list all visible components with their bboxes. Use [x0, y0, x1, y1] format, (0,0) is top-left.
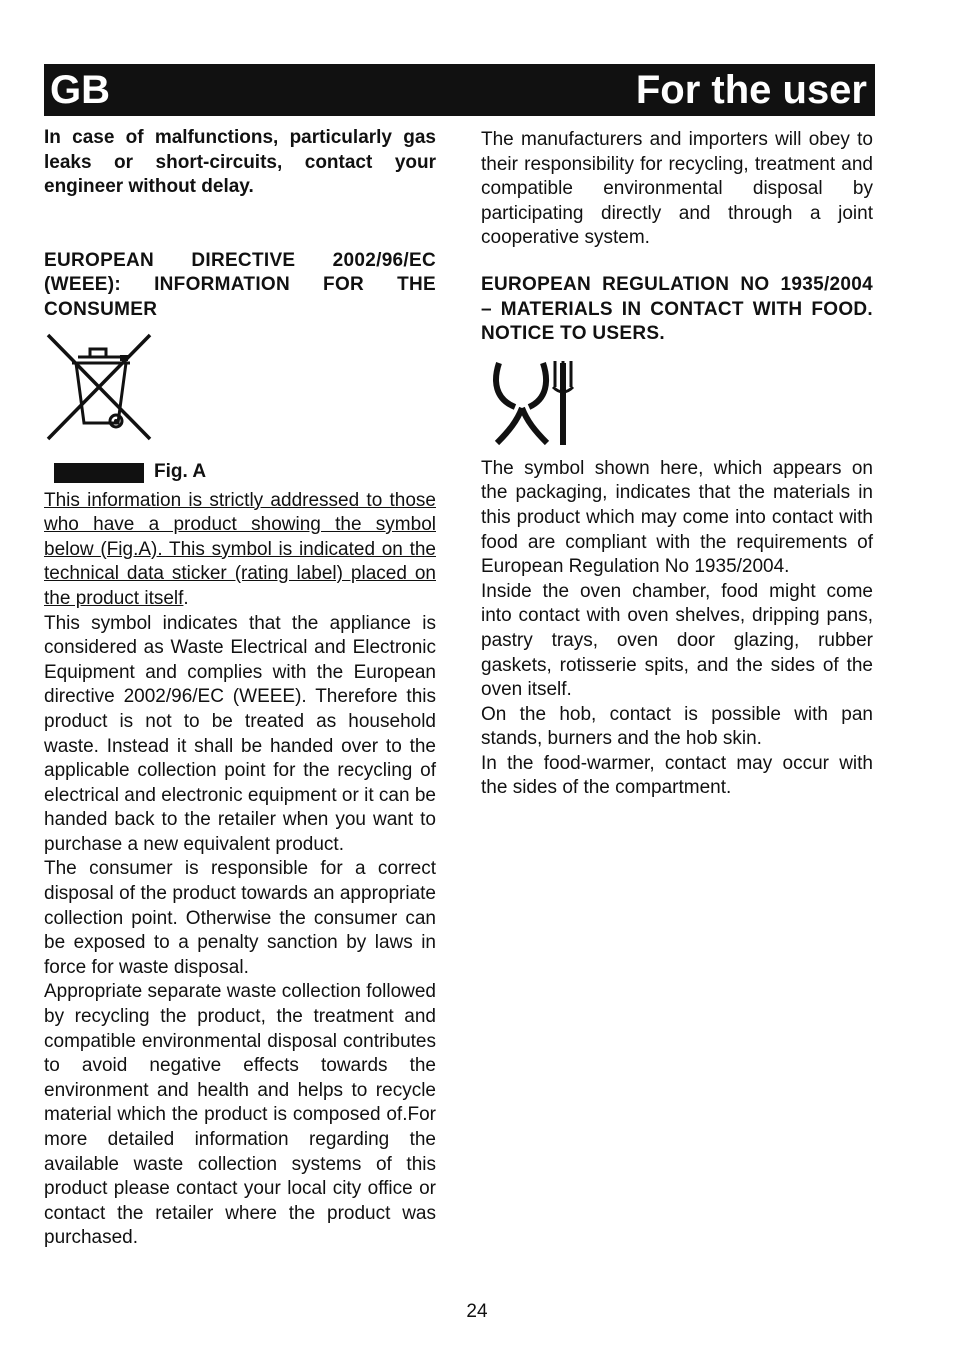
language-code: GB [50, 68, 110, 112]
figure-caption-row [44, 461, 436, 485]
page-number: 24 [466, 1301, 488, 1322]
weee-paragraph-2: The consumer is responsible for a correct disposal of the product towards an appropriate collection point. Otherwise the consumer can be exposed to a penalty sanction by laws in force for waste disposal. [44, 858, 436, 978]
figure-marker-bar [54, 463, 144, 483]
right-column [481, 126, 873, 801]
glass-and-fork-icon [485, 359, 577, 449]
food-warmer-paragraph: In the food-warmer, contact may occur with the sides of the compartment. [481, 752, 873, 799]
malfunction-warning: In case of malfunctions, particularly gas leaks or short-circuits, contact your engineer without delay. [44, 127, 436, 198]
figure-label: Fig. A [154, 461, 207, 483]
weee-paragraph-1: This symbol indicates that the appliance is considered as Waste Electrical and Electronic Equipment and complies with the European directive 2002/96/EC (WEEE). Therefore this product is not to be treated as household waste. Instead it shall be handed over to the applicable collection point for the recycling of electrical and electronic equipment or it can be handed back to the retailer when you want to purchase a new equivalent product. [44, 612, 436, 855]
food-regulation-heading: EUROPEAN REGULATION NO 1935/2004 – MATERIALS IN CONTACT WITH FOOD. NOTICE TO USERS. [481, 273, 873, 345]
weee-heading: EUROPEAN DIRECTIVE 2002/96/EC (WEEE): INFORMATION FOR THE CONSUMER [44, 249, 436, 320]
symbol-paragraph: The symbol shown here, which appears on the packaging, indicates that the materials in this product which may come into contact with food are compliant with the requirements of European Regulation No 1935/2004. [481, 457, 873, 578]
weee-intro-underlined: This information is strictly addressed to those who have a product showing the symbol below (Fig.A). This symbol is indicated on the technical data sticker (rating label) placed on the product itself [44, 489, 436, 609]
crossed-out-wheelie-bin-icon [44, 331, 156, 443]
page-header [44, 64, 875, 116]
weee-intro [44, 489, 436, 612]
page-title: For the user [635, 68, 867, 112]
weee-paragraph-3: Appropriate separate waste collection followed by recycling the product, the treatment and compatible environmental disposal contributes to avoid negative effects towards the environment and health and helps to recycle material which the product is composed of.For more detailed information regarding the available waste collection systems of this product please contact your local city office or contact the retailer where the product was purchased. [44, 981, 436, 1249]
weee-intro-end: . [183, 587, 189, 609]
oven-paragraph: Inside the oven chamber, food might come into contact with oven shelves, dripping pans, pastry trays, oven door glazing, rubber gaskets, rotisserie spits, and the sides of the oven itself. [481, 580, 873, 701]
hob-paragraph: On the hob, contact is possible with pan stands, burners and the hob skin. [481, 703, 873, 750]
manufacturers-paragraph: The manufacturers and importers will obey to their responsibility for recycling, treatment and compatible environmental disposal by participating directly and through a joint cooperative system. [481, 129, 873, 249]
left-column [44, 126, 436, 1251]
